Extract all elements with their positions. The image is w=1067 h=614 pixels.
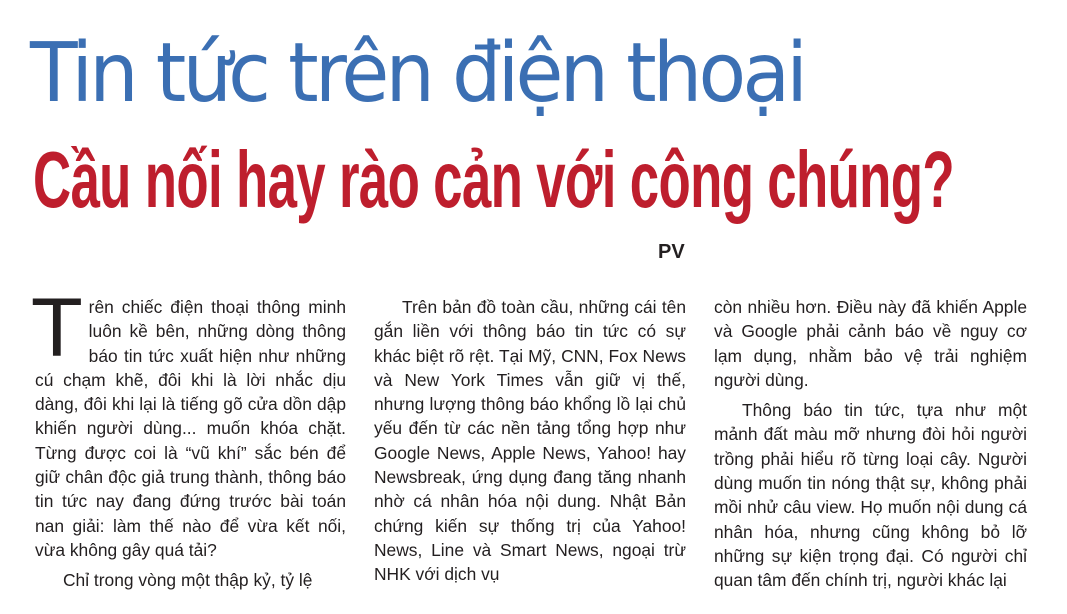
article-column-2 [374, 295, 686, 593]
col1-paragraph-1 [33, 285, 346, 562]
col1-paragraph-1-text: rên chiếc điện thoại thông minh luôn kề bên, những dòng thông báo tin tức xuất hiện như những cú chạm khẽ, đôi khi là lời nhắc dịu dàng, đôi khi lại là tiếng gõ cửa dồn dập khiến người dùng... muốn khóa chặt. Từng được coi là “vũ khí” sắc bén để giữ chân độc giả trung thành, thông báo tin tức nay đang đứng trước bài toán nan giải: làm thế nào để vừa kết nối, vừa không gây quá tải? [35, 297, 346, 560]
col1-paragraph-2: Chỉ trong vòng một thập kỷ, tỷ lệ [63, 570, 313, 591]
headline-line-2: Cầu nối hay rào cản với công chúng? [33, 135, 954, 224]
col3-paragraph-1: còn nhiều hơn. Điều này đã khiến Apple và Google phải cảnh báo về nguy cơ lạm dụng, nhằm bảo vệ trải nghiệm người dùng. [714, 297, 1027, 390]
drop-cap: T [33, 285, 81, 375]
byline: PV [658, 241, 685, 263]
col3-paragraph-2: Thông báo tin tức, tựa như một mảnh đất màu mỡ nhưng đòi hỏi người trồng phải hiểu rõ từng loại cây. Người dùng muốn tin nóng thật sự, không phải mồi nhử câu view. Họ muốn nội dung cá nhân hóa, nhưng cũng không bỏ lỡ những sự kiện trọng đại. Có người chỉ quan tâm đến chính trị, người khác lại [714, 400, 1027, 591]
col2-paragraph-1: Trên bản đồ toàn cầu, những cái tên gắn liền với thông báo tin tức có sự khác biệt rõ rệt. Tại Mỹ, CNN, Fox News và New York Times vẫn giữ vị thế, nhưng lượng thông báo khổng lồ lại chủ yếu đến từ các nền tảng tổng hợp như Google News, Apple News, Yahoo! hay Newsbreak, ứng dụng đang tăng nhanh nhờ cá nhân hóa nội dung. Nhật Bản chứng kiến sự thống trị của Yahoo! News, Line và Smart News, ngoại trừ NHK với dịch vụ [374, 297, 686, 585]
article-column-1 [33, 285, 346, 599]
article-column-3 [714, 295, 1027, 599]
headline-line-1: Tin tức trên điện thoại [30, 26, 805, 121]
